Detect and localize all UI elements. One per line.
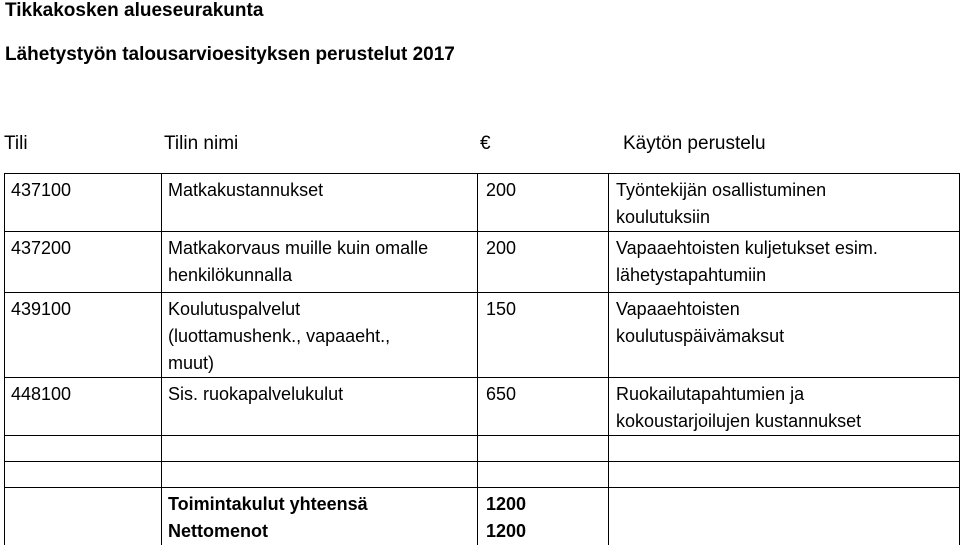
column-header-basis: Käytön perustelu — [623, 133, 766, 154]
amount-cell: 650 — [478, 378, 609, 436]
account-cell: 437200 — [5, 232, 162, 293]
column-header-euro-symbol: € — [480, 133, 491, 154]
empty-cell — [5, 436, 162, 462]
empty-cell — [5, 488, 162, 546]
account-name-cell — [162, 293, 478, 378]
basis-line: Vapaaehtoisten — [616, 299, 740, 319]
empty-cell — [5, 462, 162, 488]
basis-cell — [609, 174, 960, 232]
table-row — [5, 293, 960, 378]
empty-row — [5, 436, 960, 462]
operating-costs-value: 1200 — [486, 494, 527, 514]
account-name-line: (luottamushenk., vapaaeht., — [168, 326, 391, 346]
account-name-line: Matkakorvaus muille kuin omalle — [168, 238, 429, 258]
empty-cell — [162, 462, 478, 488]
empty-cell — [162, 436, 478, 462]
empty-cell — [609, 462, 960, 488]
account-name-line: Koulutuspalvelut — [168, 299, 301, 319]
amount-cell: 200 — [478, 232, 609, 293]
account-cell: 448100 — [5, 378, 162, 436]
account-cell: 439100 — [5, 293, 162, 378]
net-costs-label: Nettomenot — [168, 521, 268, 541]
account-name-line: Matkakustannukset — [168, 180, 324, 200]
account-name-cell — [162, 378, 478, 436]
column-header-account-name: Tilin nimi — [164, 133, 239, 154]
table-row — [5, 232, 960, 293]
basis-cell — [609, 378, 960, 436]
basis-line: koulutuspäivämaksut — [616, 326, 785, 346]
empty-row — [5, 462, 960, 488]
column-header-account: Tili — [4, 133, 28, 154]
amount-cell: 200 — [478, 174, 609, 232]
organization-title: Tikkakosken alueseurakunta — [5, 0, 264, 21]
basis-cell — [609, 293, 960, 378]
empty-cell — [609, 436, 960, 462]
operating-costs-label: Toimintakulut yhteensä — [168, 494, 368, 514]
basis-line: kokoustarjoilujen kustannukset — [616, 411, 862, 431]
table-row — [5, 174, 960, 232]
account-name-line: henkilökunnalla — [168, 265, 293, 285]
account-cell: 437100 — [5, 174, 162, 232]
account-name-line: Sis. ruokapalvelukulut — [168, 384, 344, 404]
document-title: Lähetystyön talousarvioesityksen perustelut 2017 — [5, 44, 455, 65]
basis-line: Työntekijän osallistuminen — [616, 180, 827, 200]
basis-line: Vapaaehtoisten kuljetukset esim. — [616, 238, 878, 258]
basis-cell — [609, 232, 960, 293]
basis-line: lähetystapahtumiin — [616, 265, 767, 285]
empty-cell — [609, 488, 960, 546]
account-name-line: muut) — [168, 353, 215, 373]
basis-line: Ruokailutapahtumien ja — [616, 384, 805, 404]
account-name-cell — [162, 174, 478, 232]
empty-cell — [478, 462, 609, 488]
budget-table — [4, 173, 960, 545]
account-name-cell — [162, 232, 478, 293]
totals-row — [5, 488, 960, 546]
table-row — [5, 378, 960, 436]
totals-label-cell — [162, 488, 478, 546]
basis-line: koulutuksiin — [616, 207, 711, 227]
net-costs-value: 1200 — [486, 521, 527, 541]
empty-cell — [478, 436, 609, 462]
totals-value-cell — [478, 488, 609, 546]
amount-cell: 150 — [478, 293, 609, 378]
